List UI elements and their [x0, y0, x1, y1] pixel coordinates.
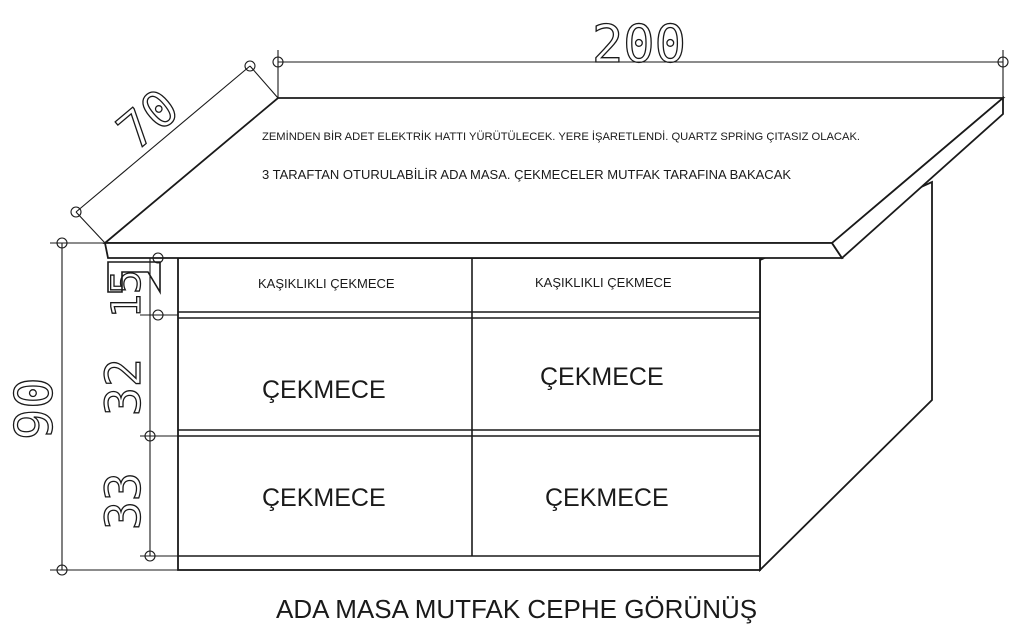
drawer-label-top-right: KAŞIKLIKLI ÇEKMECE — [535, 275, 672, 290]
drawer-label-bottom-right: ÇEKMECE — [545, 484, 669, 512]
drawing-title: ADA MASA MUTFAK CEPHE GÖRÜNÜŞ — [276, 594, 758, 624]
dim-label-depth: 70 — [106, 78, 190, 162]
countertop-edge — [105, 243, 842, 258]
note-seating: 3 TARAFTAN OTURULABİLİR ADA MASA. ÇEKMECELER MUTFAK TARAFINA BAKACAK — [262, 167, 792, 182]
dim-ext-depth-b — [250, 66, 278, 98]
dim-label-height: 90 — [5, 377, 65, 440]
dim-ext-depth-a — [76, 212, 105, 243]
cabinet-front — [178, 258, 760, 570]
dim-label-drawer-mid: 32 — [96, 358, 152, 416]
drawer-label-bottom-left: ÇEKMECE — [262, 484, 386, 512]
drawer-label-top-left: KAŞIKLIKLI ÇEKMECE — [258, 276, 395, 291]
note-electric-line: ZEMİNDEN BİR ADET ELEKTRİK HATTI YÜRÜTÜLECEK. YERE İŞARETLENDİ. QUARTZ SPRİNG ÇITASIZ OLACAK. — [262, 131, 861, 143]
dim-label-drawer-bottom: 33 — [96, 472, 152, 530]
dim-label-width: 200 — [592, 15, 686, 75]
drawer-label-mid-right: ÇEKMECE — [540, 363, 664, 391]
drawer-label-mid-left: ÇEKMECE — [262, 376, 386, 404]
dim-label-drawer-top: 15 — [104, 269, 150, 318]
